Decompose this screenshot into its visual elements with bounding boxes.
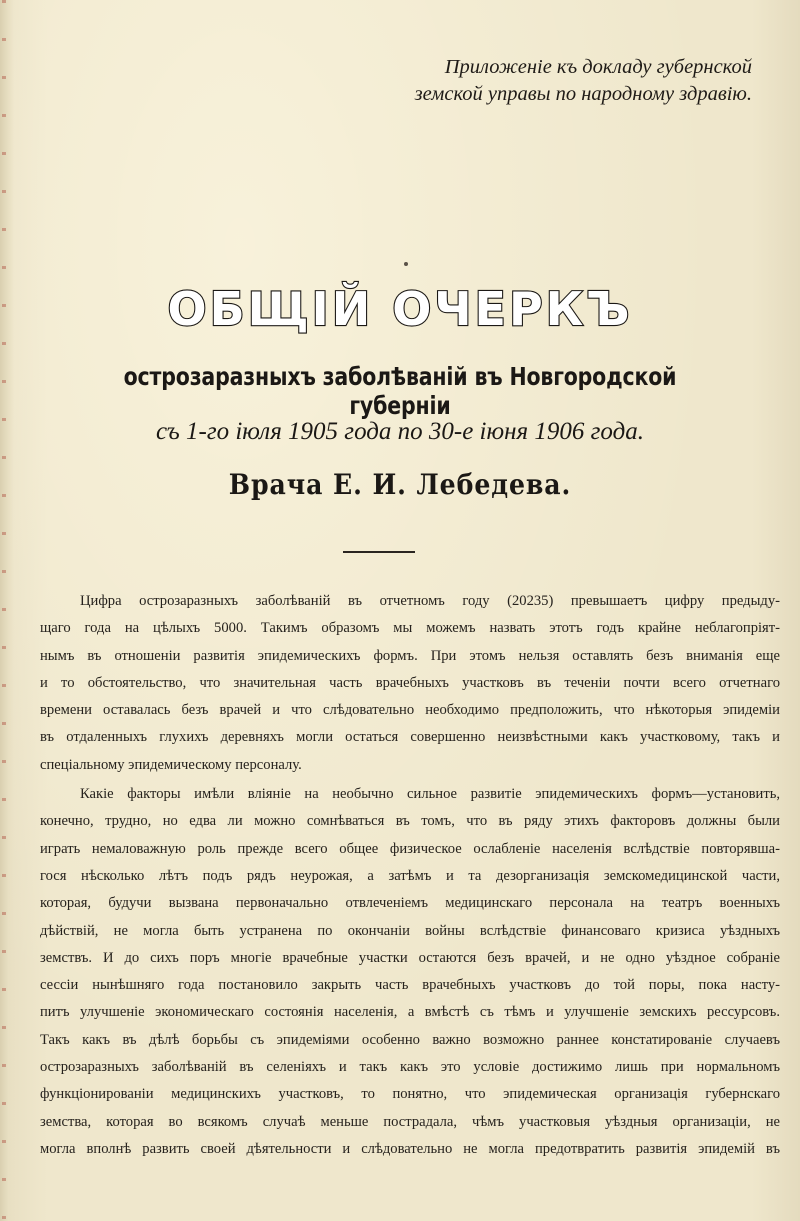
text-line: функцiонированiи медицинскихъ участковъ, то понятно, что эпидемическая организацiя губернскаго [40,1086,780,1103]
text-line: нымъ въ отношенiи развитiя эпидемическихъ формъ. При этомъ нельзя оставлять безъ вниманiя еще [40,647,780,664]
header-note-line-2: земской управы по народному здравiю. [414,83,752,105]
text-line: сессiи нынѣшняго года постановило закрыть часть врачебныхъ участковъ до той поры, пока насту- [40,977,780,994]
header-note-line-1: Приложенiе къ докладу губернской [444,56,752,78]
text-line: гося нѣсколько лѣтъ подъ рядъ неурожая, а затѣмъ и та дезорганизацiя земскомедицинской части, [40,867,780,884]
text-line: Такъ какъ въ дѣлѣ борьбы съ эпидемiями особенно важно возможно раннее констатированiе случаевъ [40,1031,780,1048]
text-line: могла вполнѣ развить своей дѣятельности и слѣдовательно не могла предотвратить развитiя эпидемiй въ [40,1140,780,1157]
text-line: земства, которая во всякомъ случаѣ меньше пострадала, чѣмъ участковыя уѣздныя организацiи, не [40,1113,780,1130]
text-line: которая, будучи вызвана первоначально отвлеченiемъ медицинскаго персонала на театръ военныхъ [40,895,780,912]
text-line: Какiе факторы имѣли влiянiе на необычно сильное развитiе эпидемическихъ формъ—установить, [80,786,780,803]
binding-marks [2,0,6,1221]
title-divider [343,551,415,553]
ink-dot [404,262,408,266]
paragraph-2 [40,781,780,1163]
author-line: Врача Е. И. Лебедева. [228,468,572,501]
text-line: Цифра острозаразныхъ заболѣванiй въ отчетномъ году (20235) превышаетъ цифру предыду- [80,593,780,609]
text-line: играть немаловажную роль прежде всего общее физическое ослабленiе населенiя вслѣдствiе повторявша- [40,840,780,857]
text-line: земствъ. И до сихъ поръ многiе врачебные участки остаются безъ врачей, и не одно уѣздное собранiе [40,949,780,966]
text-line: въ отдаленныхъ глухихъ деревняхъ могли остаться совершенно неизвѣстными какъ участковому, такъ и [40,729,780,746]
document-title: ОБЩІЙ ОЧЕРКЪ [167,282,633,336]
document-subtitle: острозаразныхъ заболѣванiй въ Новгородской губернiи [123,362,677,420]
text-line: времени оставалась безъ врачей и что слѣдовательно необходимо предположить, что нѣкоторыя эпидемiи [40,702,780,719]
body-text [40,588,780,1163]
text-line: щаго года на цѣлыхъ 5000. Такимъ образомъ мы можемъ назвать этотъ годъ крайне неблагопрiят- [40,620,780,637]
period-dates: съ 1-го iюля 1905 года по 30-е iюня 1906 года. [156,418,644,445]
text-line: спецiальному эпидемическому персоналу. [40,756,302,773]
header-note [392,54,752,108]
text-line: конечно, трудно, но едва ли можно сомнѣваться въ томъ, что въ ряду этихъ факторовъ должны были [40,813,780,830]
text-line: и то обстоятельство, что значительная часть врачебныхъ участковъ въ теченiи почти всего отчетнаго [40,674,780,691]
text-line: острозаразныхъ заболѣванiй въ селенiяхъ и такъ какъ это условiе достижимо лишь при нормальномъ [40,1059,780,1076]
text-line: питъ улучшенiе экономическаго состоянiя населенiя, а вмѣстѣ съ тѣмъ и улучшенiе земскихъ рессурсовъ. [40,1004,780,1021]
text-line: дѣйствiй, не могла быть устранена по окончанiи войны вслѣдствiе финансоваго кризиса уѣздныхъ [40,922,780,939]
paragraph-1 [40,588,780,779]
